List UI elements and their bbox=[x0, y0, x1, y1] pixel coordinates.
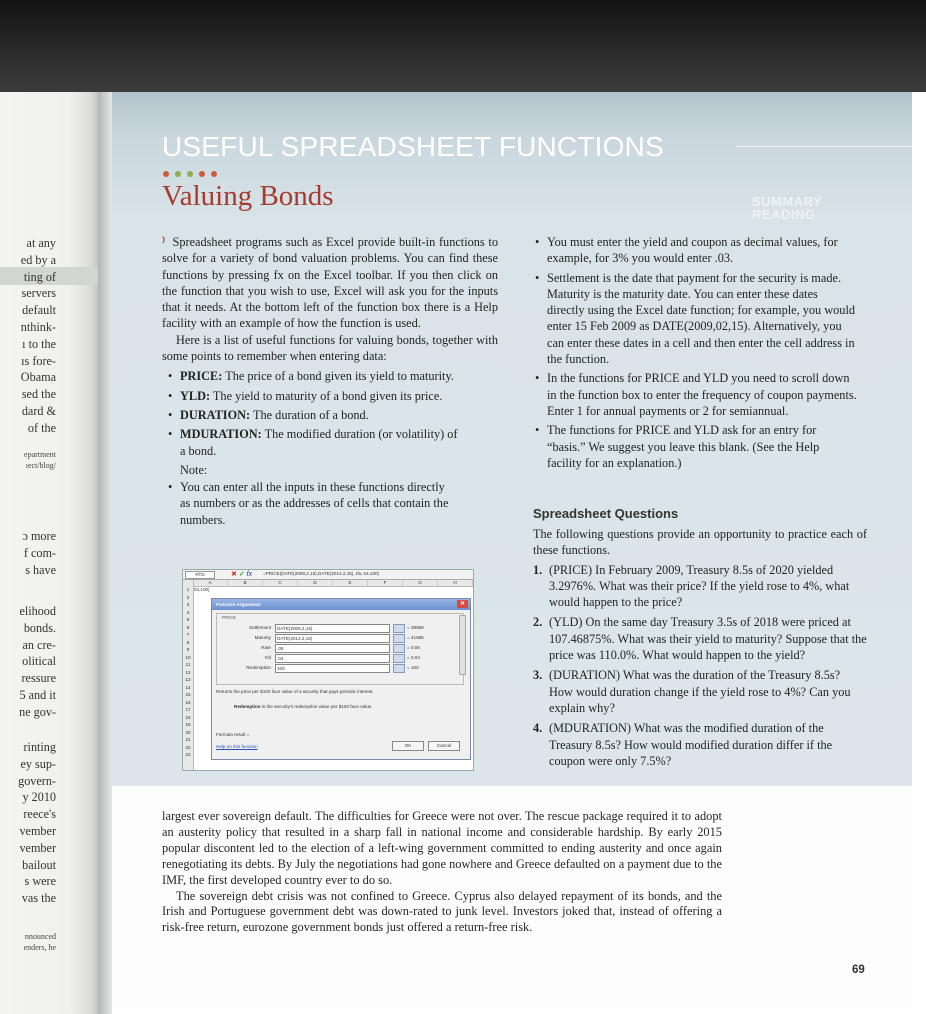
row-header[interactable]: 2 bbox=[186, 594, 190, 600]
question-number: 4. bbox=[533, 721, 543, 736]
argument-result: = 39859 bbox=[407, 625, 424, 630]
row-header[interactable]: 14 bbox=[185, 684, 191, 690]
formula-bar-icons bbox=[231, 570, 252, 579]
cell-a1[interactable]: 04,100) bbox=[194, 587, 210, 592]
row-header[interactable]: 8 bbox=[186, 639, 190, 645]
dot-2 bbox=[175, 171, 181, 177]
range-select-icon[interactable] bbox=[393, 664, 405, 673]
row-headers bbox=[183, 580, 194, 770]
range-select-icon[interactable] bbox=[393, 654, 405, 663]
row-header[interactable]: 17 bbox=[185, 707, 191, 712]
cancel-button[interactable]: Cancel bbox=[428, 741, 460, 751]
facing-text-block-1: at any ed by a ting of servers default nthink- ı to the ıs fore- Obama sed the dard & of the bbox=[20, 236, 56, 435]
argument-row-rate bbox=[217, 644, 463, 653]
argument-result: = 100 bbox=[407, 665, 419, 670]
page-number: 69 bbox=[852, 964, 865, 976]
confirm-check-icon[interactable]: ✓ bbox=[238, 571, 245, 578]
redemption-description bbox=[234, 703, 373, 710]
tip-item: • Settlement is the date that payment for the security is made. Maturity is the maturity date. You can enter these dates directly using the Excel date function; for example, you would enter 15 Feb 2009 as DATE(2009,02,15). Alternatively, you can enter these dates in a cell and then enter the cell address in the function. bbox=[535, 270, 856, 367]
row-header[interactable]: 13 bbox=[185, 677, 191, 682]
row-header[interactable]: 20 bbox=[185, 729, 191, 735]
range-select-icon[interactable] bbox=[393, 644, 405, 653]
row-header[interactable]: 10 bbox=[185, 654, 191, 660]
facing-page-edge bbox=[0, 92, 100, 1014]
row-header[interactable]: 22 bbox=[185, 744, 191, 750]
right-column bbox=[535, 234, 857, 474]
row-header[interactable]: 5 bbox=[186, 617, 190, 622]
row-header[interactable]: 21 bbox=[185, 737, 191, 742]
arguments-group bbox=[216, 613, 464, 685]
range-select-icon[interactable] bbox=[393, 634, 405, 643]
name-box[interactable]: RTD bbox=[185, 571, 215, 579]
returns-description: Returns the price per $100 face value of a security that pays periodic interest. bbox=[216, 689, 374, 694]
ok-button[interactable]: OK bbox=[392, 741, 424, 751]
dialog-title-bar bbox=[212, 599, 470, 610]
note-text: You can enter all the inputs in these functions directly as numbers or as the addresses of cells that contain the numbers. bbox=[180, 480, 449, 527]
question-text: (DURATION) What was the duration of the Treasury 8.5s? How would duration change if the yield rose to 4%? Can you explain why? bbox=[549, 668, 851, 715]
function-desc: The modified duration (or volatility) of a bond. bbox=[180, 427, 458, 458]
function-name: DURATION: bbox=[180, 407, 251, 422]
question-number: 1. bbox=[533, 562, 543, 577]
arguments-scrollbar[interactable] bbox=[459, 615, 466, 675]
row-header[interactable]: 15 bbox=[185, 692, 191, 697]
function-name: YLD: bbox=[180, 388, 211, 403]
row-header[interactable]: 9 bbox=[186, 647, 190, 652]
cancel-x-icon[interactable]: ✕ bbox=[231, 571, 237, 578]
heading-rule bbox=[736, 146, 912, 147]
facing-text-block-4: rinting ey sup- govern- y 2010 reece's vember vember bailout s were vas the bbox=[18, 740, 56, 906]
facing-text-small-1: epartment ıect/blog/ bbox=[24, 450, 56, 470]
column-header[interactable]: C bbox=[263, 580, 298, 586]
function-name: MDURATION: bbox=[180, 427, 262, 442]
row-header[interactable]: 16 bbox=[185, 699, 191, 705]
redemption-bold: Redemption bbox=[234, 704, 261, 709]
maturity-input[interactable]: DATE(2014,2,15) bbox=[275, 634, 390, 643]
question-number: 2. bbox=[533, 615, 543, 630]
question-item bbox=[533, 614, 867, 663]
argument-row-yld bbox=[217, 654, 463, 663]
row-header[interactable]: 7 bbox=[186, 632, 190, 637]
body-paragraph-1: largest ever sovereign default. The difficulties for Greece were not over. The rescue package required it to adopt an austerity policy that resulted in a sharp fall in national income and considerable hardship. By early 2015 popular discontent led to the election of a left-wing government committed to ending austerity and once again renegotiating its debts. By July the negotiations had gone nowhere and Greece defaulted on a payment due to the IMF, the first developed country ever to do so. bbox=[162, 809, 722, 887]
tip-item: • The functions for PRICE and YLD ask for an entry for “basis.” We suggest you leave this blank. (See the Help facility for an explanation.) bbox=[535, 423, 820, 470]
book-spine bbox=[98, 92, 112, 1014]
question-text: (YLD) On the same day Treasury 3.5s of 2018 were priced at 107.46875%. What was their yield to maturity? Suppose that the price was 110.0%. What would happen to the yield? bbox=[549, 615, 867, 663]
right-page-edge bbox=[912, 92, 926, 1014]
argument-result: = 41685 bbox=[407, 635, 424, 640]
fx-icon[interactable]: fx bbox=[246, 571, 253, 578]
argument-result: = 0.05 bbox=[407, 645, 420, 650]
function-arguments-dialog bbox=[211, 598, 471, 760]
argument-label: Settlement bbox=[249, 625, 271, 630]
function-desc: The duration of a bond. bbox=[250, 407, 369, 422]
dot-3 bbox=[187, 171, 193, 177]
column-headers bbox=[193, 580, 473, 587]
facing-text-small-2: nnounced enders, he bbox=[23, 932, 56, 952]
feature-heading: USEFUL SPREADSHEET FUNCTIONS bbox=[162, 131, 664, 162]
intro-paragraph-1 bbox=[162, 234, 498, 332]
row-header[interactable]: 18 bbox=[185, 714, 191, 720]
row-header[interactable]: 1 bbox=[186, 587, 190, 592]
argument-label: Rate bbox=[261, 645, 271, 650]
intro-paragraph-2: Here is a list of useful functions for valuing bonds, together with some points to remember when entering data: bbox=[162, 332, 498, 364]
row-header[interactable]: 23 bbox=[185, 752, 191, 757]
question-item bbox=[533, 667, 867, 716]
function-item: • MDURATION: The modified duration (or volatility) of a bond. bbox=[168, 427, 458, 458]
dot-5 bbox=[211, 171, 217, 177]
column-header[interactable]: F bbox=[368, 580, 403, 586]
questions-block bbox=[533, 526, 867, 773]
column-header[interactable]: E bbox=[333, 580, 368, 586]
question-item bbox=[533, 720, 867, 769]
question-number: 3. bbox=[533, 668, 543, 683]
argument-label: Redemption bbox=[246, 665, 271, 670]
facing-text-block-2: ɔ more f com- s have bbox=[22, 529, 56, 577]
tip-text: In the functions for PRICE and YLD you need to scroll down in the function box to enter the frequency of coupon payments. Enter 1 for annual payments or 2 for semiannual. bbox=[547, 371, 857, 418]
question-text: (PRICE) In February 2009, Treasury 8.5s of 2020 yielded 3.2976%. What was their price? If the yield rose to 4%, what would happen to the price? bbox=[549, 562, 850, 610]
facing-text-block-3: elihood bonds. an cre- olitical ressure 5 and it ne gov- bbox=[19, 604, 56, 719]
row-header[interactable]: 19 bbox=[185, 722, 191, 727]
tip-item: • You must enter the yield and coupon as decimal values, for example, for 3% you would enter .03. bbox=[535, 235, 838, 266]
body-paragraph-2: The sovereign debt crisis was not confined to Greece. Cyprus also delayed repayment of its bonds, and the Irish and Portuguese government debt was down-rated to junk level. Investors joked that, instead of offering a risk-free return, eurozone government bonds just offered a return-free risk. bbox=[162, 888, 722, 935]
row-header[interactable]: 12 bbox=[185, 669, 191, 675]
questions-intro: The following questions provide an opportunity to practice each of these functions. bbox=[533, 527, 867, 558]
settlement-input[interactable]: DATE(2009,2,15) bbox=[275, 624, 390, 633]
column-header[interactable]: H bbox=[438, 580, 473, 586]
column-header[interactable]: D bbox=[298, 580, 333, 586]
questions-heading: Spreadsheet Questions bbox=[533, 506, 679, 521]
excel-screenshot bbox=[182, 569, 474, 771]
argument-label: Yld bbox=[264, 655, 271, 660]
help-link[interactable]: Help on this function bbox=[216, 744, 258, 749]
function-item: • YLD: The yield to maturity of a bond given its price. bbox=[168, 388, 443, 403]
column-header[interactable]: A bbox=[193, 580, 228, 586]
column-header[interactable]: G bbox=[403, 580, 438, 586]
section-title: Valuing Bonds bbox=[162, 180, 334, 212]
dialog-close-icon[interactable]: ✕ bbox=[457, 600, 468, 608]
dot-4 bbox=[199, 171, 205, 177]
argument-result: = 0.04 bbox=[407, 655, 420, 660]
argument-row-maturity bbox=[217, 634, 463, 643]
row-header[interactable]: 4 bbox=[186, 609, 190, 615]
body-text bbox=[162, 809, 722, 936]
redemption-input[interactable]: 100 bbox=[275, 664, 390, 673]
section-marker-icon: ⁾ bbox=[162, 235, 166, 249]
argument-row-settlement bbox=[217, 624, 463, 633]
tip-text: Settlement is the date that payment for the security is made. Maturity is the maturity date. You can enter these dates directly using the Excel date function; for example, you would enter 15 Feb 2009 as DATE(2009,02,15). Alternatively, you can enter these dates in a cell and then enter the cell address in the function. bbox=[547, 270, 856, 367]
redemption-desc-text: is the security's redemption value per $100 face value. bbox=[260, 704, 373, 709]
argument-label: Maturity bbox=[254, 635, 271, 640]
function-group-label: PRICE bbox=[222, 615, 237, 620]
question-text: (MDURATION) What was the modified duration of the Treasury 8.5s? How would modified duration differ if the coupon were only 7.5%? bbox=[549, 721, 833, 768]
function-item: • DURATION: The duration of a bond. bbox=[168, 407, 369, 422]
ghost-sidebar-text: SUMMARY READING bbox=[752, 194, 823, 222]
left-column bbox=[162, 234, 498, 531]
argument-row-redemption bbox=[217, 664, 463, 673]
dot-1 bbox=[163, 171, 169, 177]
yld-input[interactable]: .04 bbox=[275, 654, 390, 663]
rate-input[interactable]: .05 bbox=[275, 644, 390, 653]
column-header[interactable]: B bbox=[228, 580, 263, 586]
dialog-title: Function Arguments bbox=[216, 602, 261, 607]
tip-item: • In the functions for PRICE and YLD you need to scroll down in the function box to enter the frequency of coupon payments. Enter 1 for annual payments or 2 for semiannual. bbox=[535, 371, 857, 418]
formula-result: Formula result = bbox=[216, 732, 250, 737]
page-top-shadow bbox=[0, 0, 926, 92]
function-desc: The yield to maturity of a bond given its price. bbox=[210, 388, 443, 403]
row-header[interactable]: 3 bbox=[186, 602, 190, 607]
tip-text: You must enter the yield and coupon as decimal values, for example, for 3% you would enter .03. bbox=[547, 235, 838, 266]
range-select-icon[interactable] bbox=[393, 624, 405, 633]
formula-bar bbox=[183, 570, 473, 580]
row-header[interactable]: 6 bbox=[186, 624, 190, 630]
tip-text: The functions for PRICE and YLD ask for an entry for “basis.” We suggest you leave this blank. (See the Help facility for an explanation.) bbox=[547, 423, 820, 470]
intro-text-1: Spreadsheet programs such as Excel provide built-in functions to solve for a variety of bond valuation problems. You can find these functions by pressing fx on the Excel toolbar. If you then click on the function that you wish to use, Excel will ask you for the inputs that it needs. At the bottom left of the function box there is a Help facility with an example of how the function is used. bbox=[162, 235, 498, 331]
function-list bbox=[168, 368, 458, 528]
function-desc: The price of a bond given its yield to maturity. bbox=[222, 369, 454, 384]
question-item bbox=[533, 562, 867, 611]
function-name: PRICE: bbox=[180, 369, 223, 384]
formula-text[interactable]: =PRICE(DATE(2009,2,15),DATE(2014,2,15),.05,.04,100) bbox=[263, 571, 380, 576]
note-item: • You can enter all the inputs in these functions directly as numbers or as the addresses of cells that contain the numbers. bbox=[168, 480, 449, 527]
function-item: • PRICE: The price of a bond given its yield to maturity. bbox=[168, 369, 454, 384]
row-header[interactable]: 11 bbox=[185, 662, 191, 667]
note-label: Note: bbox=[180, 462, 208, 477]
